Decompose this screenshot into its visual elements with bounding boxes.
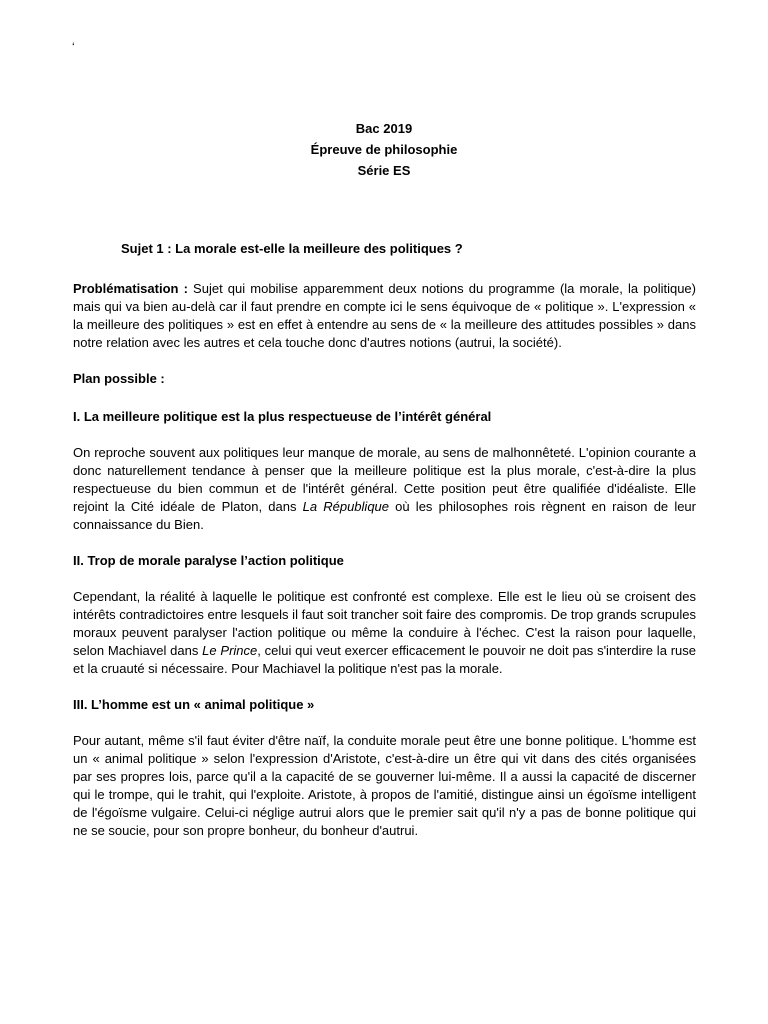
section-heading-2: II. Trop de morale paralyse l’action politique [73, 553, 344, 568]
section-paragraph-1 [73, 444, 696, 534]
exam-title: Bac 2019 [355, 121, 413, 136]
section-2-text-before: Cependant, la réalité à laquelle le politique est confronté est complexe. Elle est le lieu où se croisent des intérêts contradictoires entre lesquels il faut soit trancher soit faire des compromis. De trop grands scrupules moraux peuvent paralyser l'action politique ou même la conduire à l'échec. C'est la raison pour laquelle, selon Machiavel dans [73, 589, 696, 658]
plan-label: Plan possible : [73, 371, 165, 386]
document-body [73, 240, 696, 858]
section-1-text-after: où les philosophes rois règnent en raison de leur connaissance du Bien. [73, 499, 696, 532]
problematisation-label: Problématisation : [73, 281, 188, 296]
stray-mark: ‘ [72, 40, 75, 54]
section-paragraph-3 [73, 732, 696, 840]
section-paragraph-2 [73, 588, 696, 678]
section-2-text-after: , celui qui veut exercer efficacement le pouvoir ne doit pas s'interdire la ruse et la cruauté si nécessaire. Pour Machiavel la politique n'est pas la morale. [73, 643, 697, 676]
section-heading-1: I. La meilleure politique est la plus respectueuse de l’intérêt général [73, 409, 492, 424]
exam-subtitle: Épreuve de philosophie [310, 142, 458, 157]
section-1-book-title: La République [302, 499, 390, 514]
subject-title: Sujet 1 : La morale est-elle la meilleure des politiques ? [121, 241, 463, 256]
problematisation-paragraph [73, 280, 696, 352]
section-3-text-before: Pour autant, même s'il faut éviter d'être naïf, la conduite morale peut être une bonne politique. L'homme est un « animal politique » selon l'expression d'Aristote, c'est-à-dire un être qui vit dans des cités organisées par ses propres lois, parce qu'il a la capacité de se gouverner lui-même. Il a aussi la capacité de discerner qui le trompe, qui le trahit, qui l'exploite. Aristote, à propos de l'amitié, distingue ainsi un égoïsme intelligent de l'égoïsme vulgaire. Celui-ci néglige autrui alors que le premier sait qu'il n'y a pas de bonne politique qui ne se soucie, pour son propre bonheur, du bonheur d'autrui. [73, 733, 696, 838]
section-1-text-before: On reproche souvent aux politiques leur manque de morale, au sens de malhonnêteté. L'opinion courante a donc naturellement tendance à penser que la meilleure politique est la plus morale, c'est-à-dire la plus respectueuse du bien commun et de l'intérêt général. Cette position peut être qualifiée d'idéaliste. Elle rejoint la Cité idéale de Platon, dans [73, 445, 696, 514]
section-heading-3: III. L’homme est un « animal politique » [73, 697, 315, 712]
exam-series: Série ES [357, 163, 411, 178]
document-header [0, 118, 768, 181]
problematisation-text: Sujet qui mobilise apparemment deux notions du programme (la morale, la politique) mais qui va bien au-delà car il faut prendre en compte ici le sens équivoque de « politique ». L'expression « la meilleure des politiques » est en effet à entendre au sens de « la meilleure des attitudes possibles » dans notre relation avec les autres et cela touche donc d'autres notions (autrui, la société). [73, 281, 696, 350]
section-2-book-title: Le Prince [202, 643, 258, 658]
